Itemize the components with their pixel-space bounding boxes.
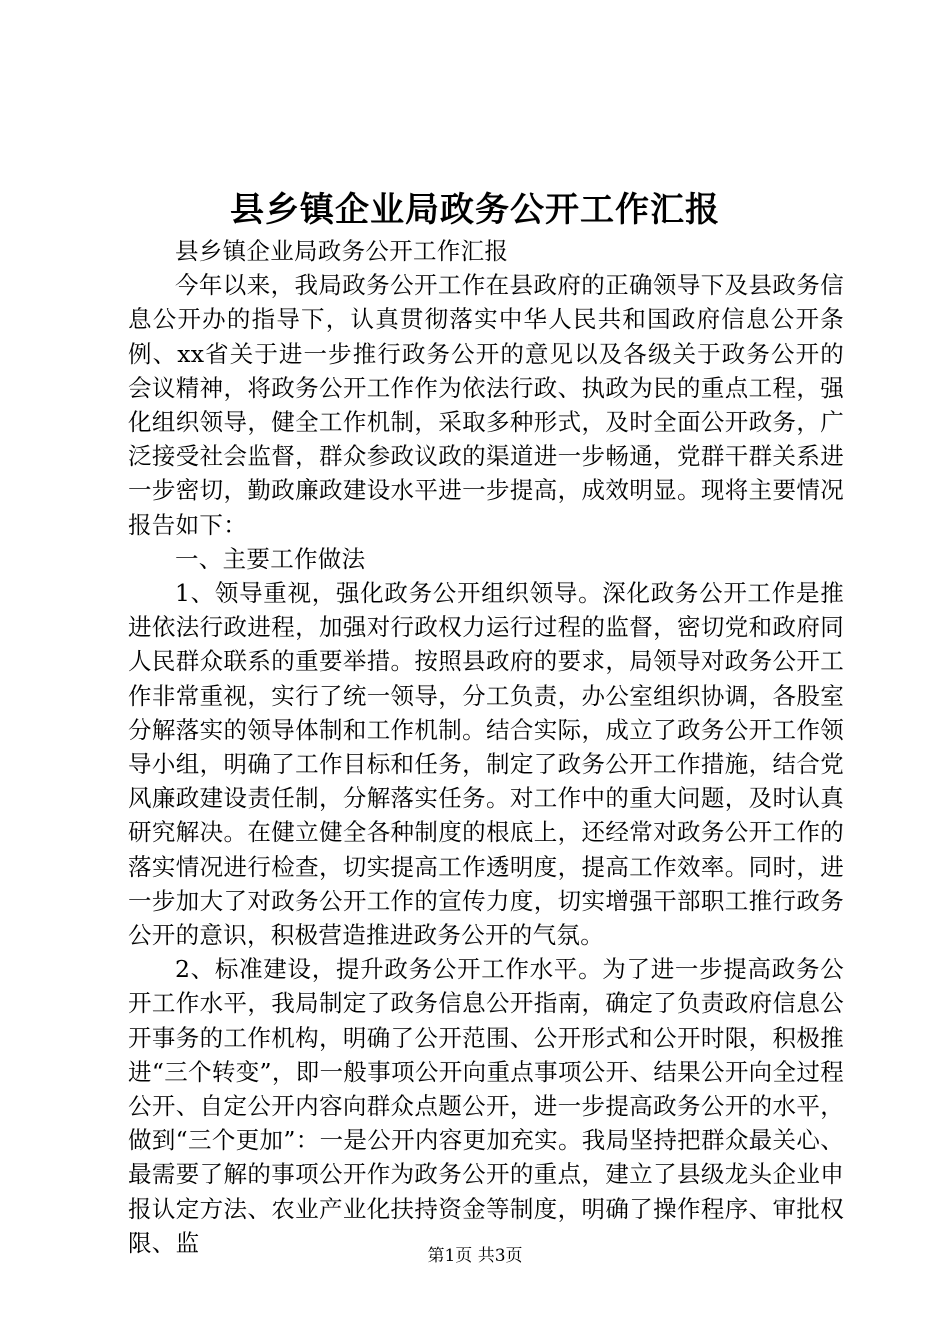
document-title: 县乡镇企业局政务公开工作汇报 xyxy=(230,190,720,230)
section-heading: 一、主要工作做法 xyxy=(175,544,366,573)
paragraph-intro: 今年以来，我局政务公开工作在县政府的正确领导下及县政务信息公开办的指导下，认真贯彻落实中华人民共和国政府信息公开条例、xx省关于进一步推行政务公开的意见以及各级关于政务公开的会议精神，将政务公开工作作为依法行政、执政为民的重点工程，强化组织领导，健全工作机制，采取多种形式，及时全面公开政务，广泛接受社会监督，群众参政议政的渠道进一步畅通，党群干群关系进一步密切，勤政廉政建设水平进一步提高，成效明显。现将主要情况报告如下： xyxy=(128,271,844,539)
page-number-footer: 第1页 共3页 xyxy=(427,1246,523,1266)
document-body xyxy=(128,234,844,1260)
paragraph-item-1: 1、领导重视，强化政务公开组织领导。深化政务公开工作是推进依法行政进程，加强对行政权力运行过程的监督，密切党和政府同人民群众联系的重要举措。按照县政府的要求，局领导对政务公开工作非常重视，实行了统一领导，分工负责，办公室组织协调，各股室分解落实的领导体制和工作机制。结合实际，成立了政务公开工作领导小组，明确了工作目标和任务，制定了政务公开工作措施，结合党风廉政建设责任制，分解落实任务。对工作中的重大问题，及时认真研究解决。在健立健全各种制度的根底上，还经常对政务公开工作的落实情况进行检查，切实提高工作透明度，提高工作效率。同时，进一步加大了对政务公开工作的宣传力度，切实增强干部职工推行政务公开的意识，积极营造推进政务公开的气氛。 xyxy=(128,579,844,950)
paragraph-subtitle: 县乡镇企业局政务公开工作汇报 xyxy=(175,237,509,265)
paragraph-item-2: 2、标准建设，提升政务公开工作水平。为了进一步提高政务公开工作水平，我局制定了政务信息公开指南，确定了负责政府信息公开事务的工作机构，明确了公开范围、公开形式和公开时限，积极推进“三个转变”，即一般事项公开向重点事项公开、结果公开向全过程公开、自定公开内容向群众点题公开，进一步提高政务公开的水平，做到“三个更加”：一是公开内容更加充实。我局坚持把群众最关心、最需要了解的事项公开作为政务公开的重点，建立了县级龙头企业申报认定方法、农业产业化扶持资金等制度，明确了操作程序、审批权限、监 xyxy=(128,955,844,1257)
